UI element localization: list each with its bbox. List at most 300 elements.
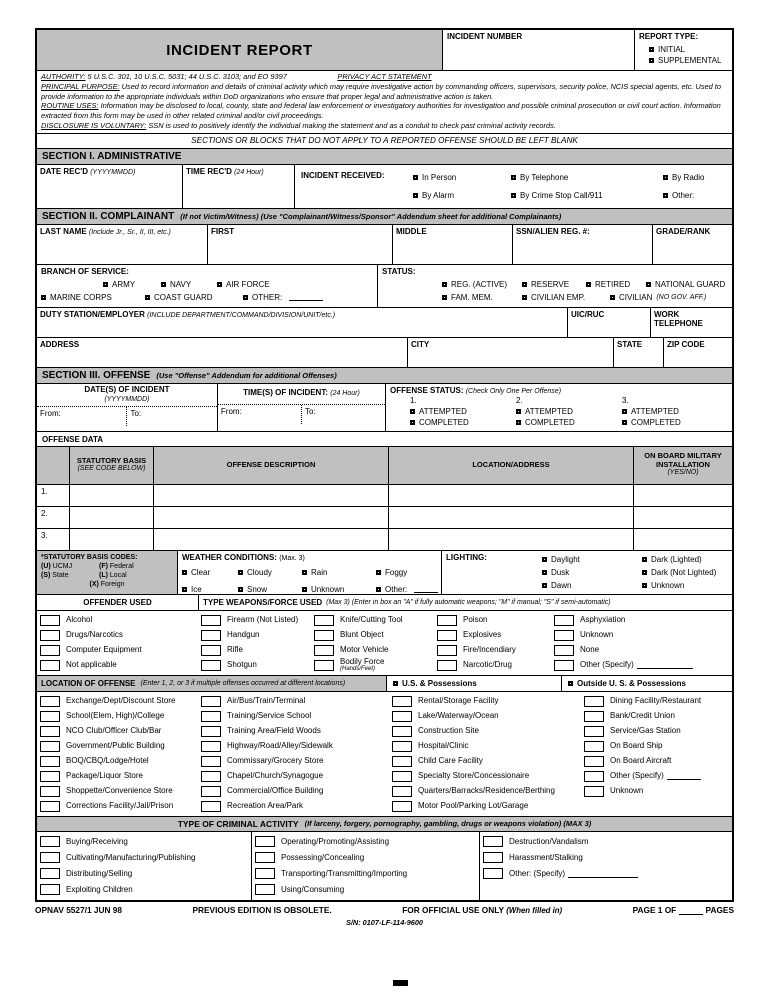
checkbox-icon[interactable] <box>41 295 46 300</box>
checkbox-completed-1[interactable] <box>410 418 516 427</box>
checkbox-icon[interactable] <box>516 409 521 414</box>
entry-rifle[interactable] <box>201 643 311 658</box>
authority-text: 5 U.S.C. 301, 10 U.S.C. 5031; 44 U.S.C. 3103; and EO 9397 <box>87 72 287 81</box>
entry-box[interactable] <box>437 645 457 656</box>
checkbox-icon[interactable] <box>663 193 668 198</box>
last-name-label: LAST NAME <box>40 226 87 236</box>
entry-destruction-vandalism[interactable] <box>483 834 732 850</box>
blank-line[interactable] <box>679 907 703 915</box>
entry-box[interactable] <box>40 868 60 879</box>
entry-box[interactable] <box>201 615 221 626</box>
checkbox-completed-3[interactable] <box>622 418 728 427</box>
checkbox-weather-other[interactable] <box>376 585 438 594</box>
checkbox-icon[interactable] <box>302 570 307 575</box>
checkbox-icon[interactable] <box>522 282 527 287</box>
entry-label: Commissary/Grocery Store <box>227 756 324 766</box>
entry-knife-cutting-tool[interactable] <box>314 613 434 628</box>
checkbox-icon[interactable] <box>542 557 547 562</box>
entry-label: Other: (Specify) <box>509 868 566 878</box>
entry-location-other[interactable] <box>584 769 732 784</box>
entry-box[interactable] <box>554 645 574 656</box>
date-recd-field[interactable] <box>37 165 182 208</box>
checkbox-icon[interactable] <box>649 58 654 63</box>
entry-computer-equipment[interactable] <box>40 643 198 658</box>
checkbox-icon[interactable] <box>376 570 381 575</box>
entry-motor-vehicle[interactable] <box>314 643 434 658</box>
entry-specialty-store-concessionaire[interactable] <box>392 769 581 784</box>
checkbox-label: COMPLETED <box>631 417 681 427</box>
entry-box[interactable] <box>201 741 221 752</box>
address-field[interactable] <box>37 338 407 367</box>
page-count-group <box>633 905 734 915</box>
checkbox-dawn[interactable] <box>542 581 642 590</box>
entry-label: Fire/Incendiary <box>463 645 516 655</box>
entry-box[interactable] <box>392 741 412 752</box>
ssn-field[interactable] <box>512 225 652 264</box>
offender-used-column <box>37 611 198 675</box>
checkbox-icon[interactable] <box>243 295 248 300</box>
checkbox-navy[interactable] <box>161 280 217 289</box>
date-from-field[interactable] <box>37 407 126 426</box>
offense-table-header <box>37 446 732 484</box>
entry-box[interactable] <box>255 884 275 895</box>
checkbox-icon[interactable] <box>522 295 527 300</box>
onboard-cell-1[interactable] <box>633 485 732 506</box>
entry-box[interactable] <box>554 660 574 671</box>
entry-commissary-grocery-store[interactable] <box>201 754 389 769</box>
entry-box[interactable] <box>437 615 457 626</box>
entry-chapel-church-synagogue[interactable] <box>201 769 389 784</box>
checkbox-icon[interactable] <box>302 587 307 592</box>
entry-note: (Hands/Feet) <box>340 666 376 673</box>
checkbox-retired[interactable] <box>586 280 646 289</box>
statutory-basis-cell-1[interactable] <box>69 485 153 506</box>
checkbox-icon[interactable] <box>145 295 150 300</box>
entry-box[interactable] <box>40 726 60 737</box>
checkbox-label: AIR FORCE <box>226 279 270 289</box>
entry-box[interactable] <box>584 756 604 767</box>
entry-box[interactable] <box>483 836 503 847</box>
entry-label: Training Area/Field Woods <box>227 726 321 736</box>
entry-label: Not applicable <box>66 660 117 670</box>
checkbox-icon[interactable] <box>413 175 418 180</box>
civilian-note: (NO GOV. AFF.) <box>656 293 707 301</box>
checkbox-attempted-2[interactable] <box>516 407 622 416</box>
entry-blunt-object[interactable] <box>314 628 434 643</box>
incident-number-field[interactable] <box>442 30 634 70</box>
checkbox-icon[interactable] <box>410 420 415 425</box>
header-label: ON BOARD MILITARY INSTALLATION <box>644 451 722 469</box>
entry-government-public-building[interactable] <box>40 739 198 754</box>
entry-box[interactable] <box>584 771 604 782</box>
checkbox-icon[interactable] <box>511 175 516 180</box>
checkbox-initial[interactable] <box>649 45 728 54</box>
location-address-cell-1[interactable] <box>388 485 633 506</box>
entry-highway-road-alley-sidewalk[interactable] <box>201 739 389 754</box>
entry-box[interactable] <box>40 615 60 626</box>
lighting-group <box>441 551 732 594</box>
zip-code-field[interactable] <box>663 338 732 367</box>
entry-box[interactable] <box>40 711 60 722</box>
offense-status-columns <box>410 396 728 427</box>
entry-not-applicable[interactable] <box>40 658 198 673</box>
checkbox-icon[interactable] <box>182 587 187 592</box>
entry-poison[interactable] <box>437 613 551 628</box>
entry-motor-pool-parking-lot-garage[interactable] <box>392 799 581 814</box>
checkbox-civilian-emp[interactable] <box>522 293 610 302</box>
time-to-field[interactable] <box>301 405 385 424</box>
checkbox-in-person[interactable] <box>413 173 511 182</box>
blank-line[interactable] <box>289 293 323 301</box>
checkbox-icon[interactable] <box>642 557 647 562</box>
entry-box[interactable] <box>584 741 604 752</box>
entry-bodily-force[interactable] <box>314 658 434 673</box>
entry-harassment-stalking[interactable] <box>483 850 732 866</box>
grade-rank-field[interactable] <box>652 225 732 264</box>
entry-air-bus-train-terminal[interactable] <box>201 694 389 709</box>
checkbox-fam-mem[interactable] <box>442 293 522 302</box>
entry-on-board-aircraft[interactable] <box>584 754 732 769</box>
checkbox-dusk[interactable] <box>542 568 642 577</box>
checkbox-icon[interactable] <box>642 583 647 588</box>
first-name-field[interactable] <box>207 225 392 264</box>
checkbox-rain[interactable] <box>302 568 376 577</box>
code-letter: (X) <box>89 580 99 588</box>
entry-exchange-dept-discount-store[interactable] <box>40 694 198 709</box>
checkbox-supplemental[interactable] <box>649 56 728 65</box>
entry-box[interactable] <box>392 696 412 707</box>
entry-training-area-field-woods[interactable] <box>201 724 389 739</box>
uic-ruc-field[interactable] <box>567 308 650 337</box>
entry-corrections-facility-jail-prison[interactable] <box>40 799 198 814</box>
entry-activity-other[interactable] <box>483 866 732 882</box>
entry-box[interactable] <box>40 786 60 797</box>
checkbox-attempted-3[interactable] <box>622 407 728 416</box>
entry-weapons-other[interactable] <box>554 658 732 673</box>
entry-training-service-school[interactable] <box>201 709 389 724</box>
entry-location-unknown[interactable] <box>584 784 732 799</box>
location-address-header <box>388 447 633 484</box>
entry-rental-storage-facility[interactable] <box>392 694 581 709</box>
entry-box[interactable] <box>392 711 412 722</box>
entry-label: Alcohol <box>66 615 93 625</box>
checkbox-icon[interactable] <box>642 570 647 575</box>
state-field[interactable] <box>613 338 663 367</box>
weapons-grid <box>37 610 732 675</box>
entry-alcohol[interactable] <box>40 613 198 628</box>
grade-rank-label: GRADE/RANK <box>656 226 711 236</box>
entry-nco-officer-club-bar[interactable] <box>40 724 198 739</box>
date-to-field[interactable] <box>126 407 216 426</box>
entry-narcotic-drug[interactable] <box>437 658 551 673</box>
entry-box[interactable] <box>40 660 60 671</box>
checkbox-dark-not-lighted[interactable] <box>642 568 716 577</box>
entry-box[interactable] <box>201 786 221 797</box>
checkbox-icon[interactable] <box>393 681 398 686</box>
offense-number-header <box>37 447 69 484</box>
checkbox-crime-stop-call[interactable] <box>511 191 663 200</box>
entry-hospital-clinic[interactable] <box>392 739 581 754</box>
offense-status-label: OFFENSE STATUS: <box>390 385 464 395</box>
entry-operating-promoting-assisting[interactable] <box>255 834 479 850</box>
checkbox-attempted-1[interactable] <box>410 407 516 416</box>
entry-asphyxiation[interactable] <box>554 613 732 628</box>
branch-options-row2 <box>41 293 373 302</box>
checkbox-by-telephone[interactable] <box>511 173 663 182</box>
entry-box[interactable] <box>40 884 60 895</box>
time-from-field[interactable] <box>218 405 301 424</box>
entry-box[interactable] <box>40 852 60 863</box>
entry-box[interactable] <box>201 645 221 656</box>
middle-name-field[interactable] <box>392 225 512 264</box>
entry-school-college[interactable] <box>40 709 198 724</box>
checkbox-ice[interactable] <box>182 585 238 594</box>
entry-boq-cbq-lodge-hotel[interactable] <box>40 754 198 769</box>
offense-description-cell-1[interactable] <box>153 485 388 506</box>
entry-shotgun[interactable] <box>201 658 311 673</box>
checkbox-dark-lighted[interactable] <box>642 555 716 564</box>
entry-box[interactable] <box>584 786 604 797</box>
entry-exploiting-children[interactable] <box>40 882 251 898</box>
checkbox-icon[interactable] <box>410 409 415 414</box>
checkbox-lighting-unknown[interactable] <box>642 581 716 590</box>
blank-line[interactable] <box>568 870 638 878</box>
time-recd-field[interactable] <box>182 165 294 208</box>
entry-box[interactable] <box>314 660 334 671</box>
checkbox-icon[interactable] <box>649 47 654 52</box>
checkbox-icon[interactable] <box>610 295 615 300</box>
entry-drugs-narcotics[interactable] <box>40 628 198 643</box>
entry-box[interactable] <box>40 645 60 656</box>
duty-station-field[interactable] <box>37 308 567 337</box>
checkbox-reg-active[interactable] <box>442 280 522 289</box>
entry-label: Motor Vehicle <box>340 645 389 655</box>
checkbox-icon[interactable] <box>442 295 447 300</box>
checkbox-label: By Radio <box>672 172 705 182</box>
location-header-row <box>37 675 732 691</box>
checkbox-branch-other[interactable] <box>243 293 323 302</box>
entry-box[interactable] <box>483 852 503 863</box>
weapons-column-4 <box>551 611 732 675</box>
entry-box[interactable] <box>201 756 221 767</box>
entry-service-gas-station[interactable] <box>584 724 732 739</box>
entry-box[interactable] <box>40 696 60 707</box>
checkbox-icon[interactable] <box>103 282 108 287</box>
location-address-cell-3[interactable] <box>388 529 633 550</box>
checkbox-icon[interactable] <box>622 420 627 425</box>
checkbox-icon[interactable] <box>238 587 243 592</box>
page-label: PAGE 1 OF <box>632 904 677 915</box>
location-address-cell-2[interactable] <box>388 507 633 528</box>
entry-box[interactable] <box>201 711 221 722</box>
checkbox-cloudy[interactable] <box>238 568 302 577</box>
entry-box[interactable] <box>40 836 60 847</box>
work-telephone-field[interactable] <box>650 308 732 337</box>
entry-box[interactable] <box>437 660 457 671</box>
entry-box[interactable] <box>255 836 275 847</box>
entry-using-consuming[interactable] <box>255 882 479 898</box>
form-header-row <box>37 30 732 70</box>
entry-box[interactable] <box>40 630 60 641</box>
checkbox-completed-2[interactable] <box>516 418 622 427</box>
checkbox-received-other[interactable] <box>663 191 732 200</box>
city-field[interactable] <box>407 338 613 367</box>
checkbox-marine-corps[interactable] <box>41 293 145 302</box>
checkbox-label: FAM. MEM. <box>451 292 493 302</box>
checkbox-icon[interactable] <box>413 193 418 198</box>
entry-box[interactable] <box>554 615 574 626</box>
checkbox-label: Cloudy <box>247 567 272 577</box>
checkbox-icon[interactable] <box>516 420 521 425</box>
checkbox-icon[interactable] <box>663 175 668 180</box>
location-note: (Enter 1, 2, or 3 if multiple offenses occurred at different locations) <box>140 679 346 687</box>
blank-line[interactable] <box>637 661 693 669</box>
entry-box[interactable] <box>392 786 412 797</box>
entry-box[interactable] <box>255 852 275 863</box>
entry-distributing-selling[interactable] <box>40 866 251 882</box>
entry-box[interactable] <box>314 645 334 656</box>
entry-label: Dining Facility/Restaurant <box>610 696 702 706</box>
entry-box[interactable] <box>392 726 412 737</box>
entry-label: Bank/Credit Union <box>610 711 675 721</box>
checkbox-icon[interactable] <box>622 409 627 414</box>
checkbox-label: MARINE CORPS <box>50 292 112 302</box>
weapons-column-2 <box>311 611 434 675</box>
checkbox-label: Dark (Not Lighted) <box>651 567 717 577</box>
entry-box[interactable] <box>201 771 221 782</box>
checkbox-label: Dawn <box>551 580 572 590</box>
checkbox-weather-unknown[interactable] <box>302 585 376 594</box>
entry-transporting-transmitting-importing[interactable] <box>255 866 479 882</box>
checkbox-icon[interactable] <box>511 193 516 198</box>
entry-lake-waterway-ocean[interactable] <box>392 709 581 724</box>
checkbox-us-possessions[interactable] <box>393 679 477 688</box>
entry-box[interactable] <box>201 801 221 812</box>
report-type-label: REPORT TYPE: <box>639 32 699 41</box>
branch-status-row <box>37 264 732 307</box>
entry-package-liquor-store[interactable] <box>40 769 198 784</box>
entry-shoppette-convenience-store[interactable] <box>40 784 198 799</box>
blank-line[interactable] <box>414 585 438 593</box>
entry-explosives[interactable] <box>437 628 551 643</box>
disclosure-paragraph <box>41 121 728 131</box>
entry-quarters-barracks-residence-berthing[interactable] <box>392 784 581 799</box>
entry-label: Unknown <box>580 630 614 640</box>
entry-box[interactable] <box>201 726 221 737</box>
checkbox-air-force[interactable] <box>217 280 270 289</box>
entry-weapons-unknown[interactable] <box>554 628 732 643</box>
entry-box[interactable] <box>392 801 412 812</box>
entry-box[interactable] <box>392 756 412 767</box>
checkbox-icon[interactable] <box>542 583 547 588</box>
onboard-cell-2[interactable] <box>633 507 732 528</box>
entry-dining-facility-restaurant[interactable] <box>584 694 732 709</box>
checkbox-icon[interactable] <box>542 570 547 575</box>
checkbox-outside-us-possessions[interactable] <box>568 679 686 688</box>
entry-label: Exchange/Dept/Discount Store <box>66 696 176 706</box>
entry-box[interactable] <box>437 630 457 641</box>
entry-box[interactable] <box>255 868 275 879</box>
checkbox-icon[interactable] <box>586 282 591 287</box>
offense-description-cell-3[interactable] <box>153 529 388 550</box>
entry-label: Using/Consuming <box>281 884 345 894</box>
checkbox-reserve[interactable] <box>522 280 586 289</box>
address-label: ADDRESS <box>40 339 80 349</box>
entry-box[interactable] <box>584 711 604 722</box>
entry-box[interactable] <box>584 726 604 737</box>
entry-bank-credit-union[interactable] <box>584 709 732 724</box>
entry-box[interactable] <box>40 801 60 812</box>
checkbox-daylight[interactable] <box>542 555 642 564</box>
entry-construction-site[interactable] <box>392 724 581 739</box>
checkbox-icon[interactable] <box>568 681 573 686</box>
checkbox-by-alarm[interactable] <box>413 191 511 200</box>
entry-box[interactable] <box>554 630 574 641</box>
entry-handgun[interactable] <box>201 628 311 643</box>
entry-commercial-office-building[interactable] <box>201 784 389 799</box>
entry-box[interactable] <box>201 630 221 641</box>
statutory-basis-cell-2[interactable] <box>69 507 153 528</box>
checkbox-coast-guard[interactable] <box>145 293 243 302</box>
onboard-cell-3[interactable] <box>633 529 732 550</box>
disclosure-text: SSN is used to positively identify the individual making the statement and as a conduit to check past criminal activity records. <box>148 120 556 130</box>
offense-description-cell-2[interactable] <box>153 507 388 528</box>
entry-box[interactable] <box>392 771 412 782</box>
checkbox-national-guard[interactable] <box>646 280 725 289</box>
checkbox-army[interactable] <box>103 280 161 289</box>
checkbox-icon[interactable] <box>442 282 447 287</box>
entry-cultivating-manufacturing-publishing[interactable] <box>40 850 251 866</box>
checkbox-label: ATTEMPTED <box>631 406 679 416</box>
entry-box[interactable] <box>40 741 60 752</box>
entry-recreation-area-park[interactable] <box>201 799 389 814</box>
activity-column-1 <box>37 832 251 900</box>
entry-box[interactable] <box>584 696 604 707</box>
checkbox-icon[interactable] <box>182 570 187 575</box>
entry-on-board-ship[interactable] <box>584 739 732 754</box>
entry-none[interactable] <box>554 643 732 658</box>
checkbox-icon[interactable] <box>238 570 243 575</box>
entry-box[interactable] <box>483 868 503 879</box>
checkbox-snow[interactable] <box>238 585 302 594</box>
entry-box[interactable] <box>201 696 221 707</box>
last-name-field[interactable] <box>37 225 207 264</box>
entry-buying-receiving[interactable] <box>40 834 251 850</box>
entry-fire-incendiary[interactable] <box>437 643 551 658</box>
checkbox-clear[interactable] <box>182 568 238 577</box>
blank-line[interactable] <box>667 772 701 780</box>
entry-box[interactable] <box>201 660 221 671</box>
entry-box[interactable] <box>314 630 334 641</box>
entry-firearm-not-listed[interactable] <box>201 613 311 628</box>
checkbox-by-radio[interactable] <box>663 173 732 182</box>
checkbox-foggy[interactable] <box>376 568 438 577</box>
entry-box[interactable] <box>314 615 334 626</box>
duty-station-note: (INCLUDE DEPARTMENT/COMMAND/DIVISION/UNIT/etc.) <box>147 311 336 319</box>
code-text: Foreign <box>100 580 125 588</box>
statutory-basis-cell-3[interactable] <box>69 529 153 550</box>
checkbox-icon[interactable] <box>646 282 651 287</box>
entry-box[interactable] <box>40 756 60 767</box>
entry-possessing-concealing[interactable] <box>255 850 479 866</box>
checkbox-icon[interactable] <box>217 282 222 287</box>
checkbox-icon[interactable] <box>376 587 381 592</box>
entry-child-care-facility[interactable] <box>392 754 581 769</box>
entry-box[interactable] <box>40 771 60 782</box>
checkbox-icon[interactable] <box>161 282 166 287</box>
checkbox-civilian[interactable] <box>610 293 706 302</box>
code-letter: (S) <box>41 571 51 579</box>
